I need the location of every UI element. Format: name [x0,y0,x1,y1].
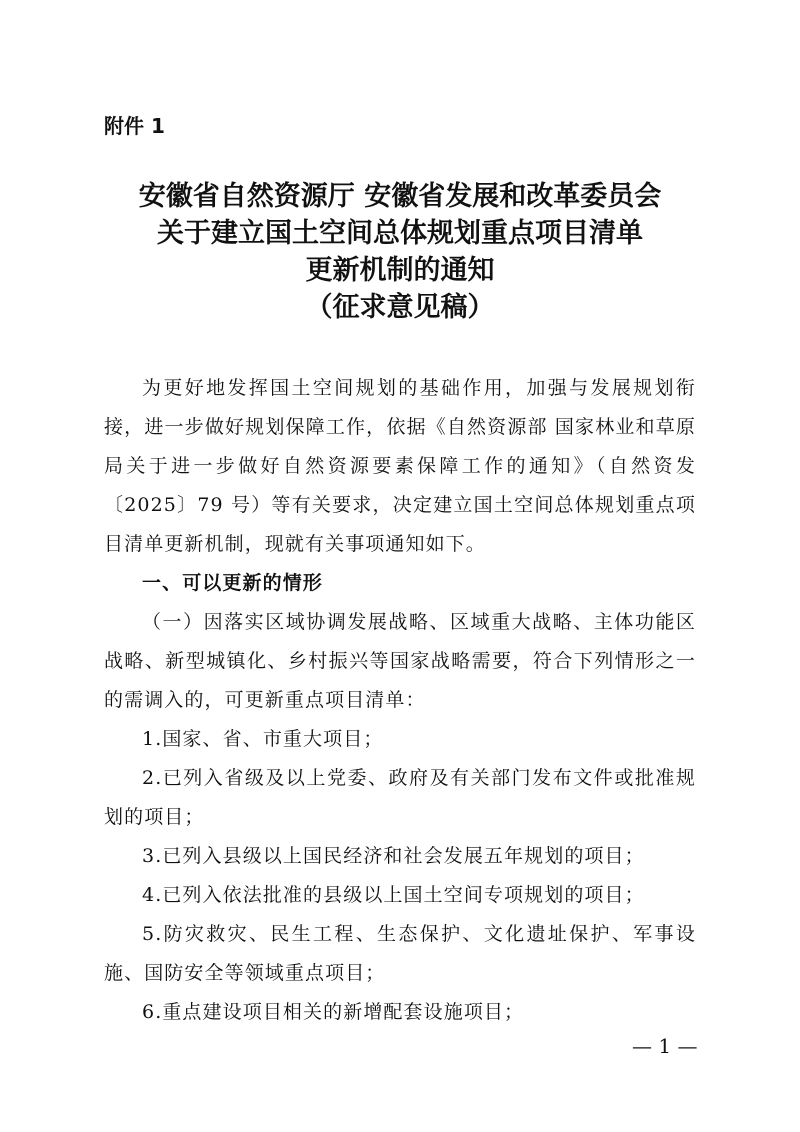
list-item: 2.已列入省级及以上党委、政府及有关部门发布文件或批准规划的项目； [104,767,696,828]
list-item: 3.已列入县级以上国民经济和社会发展五年规划的项目； [142,845,645,867]
list-item: 4.已列入依法批准的县级以上国土空间专项规划的项目； [142,884,645,906]
title-line: 安徽省自然资源厅 安徽省发展和改革委员会 [138,181,662,212]
document-body [104,369,696,1032]
title-line: （征求意见稿） [305,292,495,323]
title-line: 关于建立国土空间总体规划重点项目清单 [157,218,643,249]
title-line: 更新机制的通知 [305,255,495,286]
list-item: 6.重点建设项目相关的新增配套设施项目； [142,1001,525,1023]
section-heading: 一、可以更新的情形 [142,572,323,594]
document-title [70,178,730,326]
attachment-label: 附件 1 [104,114,165,138]
page-number: — 1 — [632,1034,698,1058]
list-item: 5.防灾救灾、民生工程、生态保护、文化遗址保护、军事设施、国防安全等领域重点项目； [104,923,696,984]
section-paragraph: （一）因落实区域协调发展战略、区域重大战略、主体功能区战略、新型城镇化、乡村振兴等国家战略需要，符合下列情形之一的需调入的，可更新重点项目清单： [104,611,696,711]
intro-paragraph: 为更好地发挥国土空间规划的基础作用，加强与发展规划衔接，进一步做好规划保障工作，依据《自然资源部 国家林业和草原局关于进一步做好自然资源要素保障工作的通知》（自然资发〔2025〕79 号）等有关要求，决定建立国土空间总体规划重点项目清单更新机制，现就有关事项通知如下。 [104,377,696,555]
list-item: 1.国家、省、市重大项目； [142,728,384,750]
